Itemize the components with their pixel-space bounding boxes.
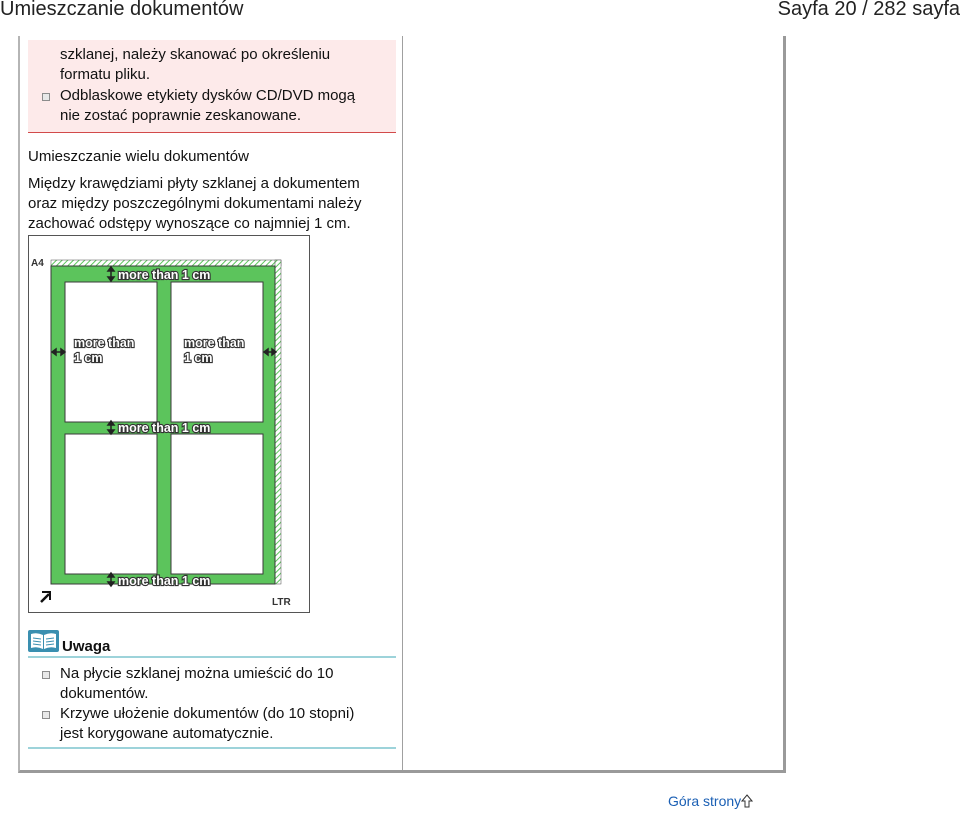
section-heading: Umieszczanie wielu dokumentów <box>28 148 249 165</box>
gap-label-top: more than 1 cm <box>118 268 211 282</box>
back-to-top-label: Góra strony <box>668 793 742 809</box>
back-to-top-link[interactable] <box>668 793 753 809</box>
note-text-line: dokumentów. <box>60 685 149 702</box>
hatch-right <box>275 260 281 584</box>
ltr-label: LTR <box>272 597 291 608</box>
bullet-icon <box>42 671 50 679</box>
warning-text-line: nie zostać poprawnie zeskanowane. <box>60 107 301 124</box>
paragraph-line: zachować odstępy wynoszące co najmniej 1 cm. <box>28 215 351 232</box>
hatch-top <box>51 260 281 266</box>
gap-label-bottom: more than 1 cm <box>118 574 211 588</box>
gap-label-left-line1: more than <box>74 336 135 350</box>
warning-text-line: szklanej, należy skanować po określeniu <box>60 46 331 63</box>
note-text-line: Krzywe ułożenie dokumentów (do 10 stopni) <box>60 705 355 722</box>
gap-label-left-line2: 1 cm <box>74 351 103 365</box>
note-text-line: Na płycie szklanej można umieścić do 10 <box>60 665 334 682</box>
note-title: Uwaga <box>62 638 111 655</box>
note-divider-bottom <box>28 747 396 749</box>
document-4 <box>171 434 263 574</box>
placement-diagram <box>29 236 309 612</box>
note-divider-top <box>28 656 396 658</box>
page-header-title: Umieszczanie dokumentów <box>0 0 244 20</box>
page-number: Sayfa 20 / 282 sayfa <box>777 0 960 20</box>
paragraph-line: Między krawędziami płyty szklanej a dokumentem <box>28 175 360 192</box>
warning-text-line: formatu pliku. <box>60 66 151 83</box>
document-3 <box>65 434 157 574</box>
note-text-line: jest korygowane automatycznie. <box>60 725 274 742</box>
gap-label-center-line1: more than <box>184 336 245 350</box>
gap-label-middle: more than 1 cm <box>118 421 211 435</box>
gap-label-center-line2: 1 cm <box>184 351 213 365</box>
bullet-icon <box>42 93 50 101</box>
column-divider <box>402 36 403 770</box>
placement-figure <box>28 235 310 613</box>
paragraph-line: oraz między poszczególnymi dokumentami należy <box>28 195 362 212</box>
a4-label: A4 <box>31 258 44 269</box>
arrow-up-icon <box>741 794 753 808</box>
warning-text-line: Odblaskowe etykiety dysków CD/DVD mogą <box>60 87 356 104</box>
book-icon <box>28 630 59 652</box>
alignment-mark-arrow-icon <box>41 592 50 602</box>
bullet-icon <box>42 711 50 719</box>
